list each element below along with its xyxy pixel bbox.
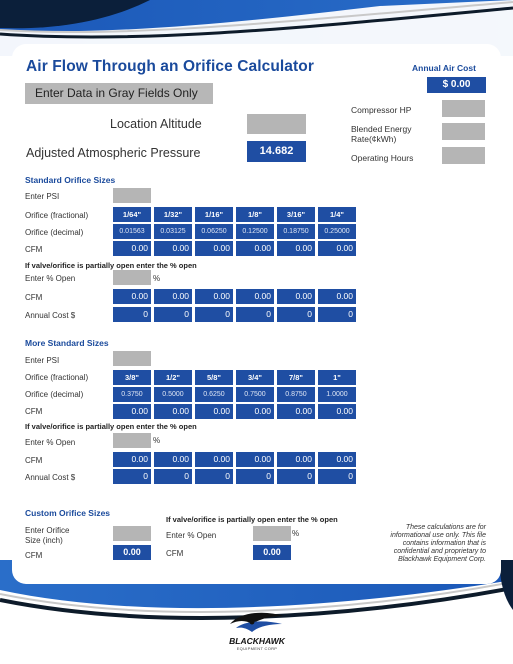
fractional-cell: 3/8" bbox=[113, 370, 151, 385]
cfm-cell: 0.00 bbox=[236, 404, 274, 419]
standard-cfm-open-label: CFM bbox=[25, 293, 43, 302]
decimal-cell: 1.0000 bbox=[318, 387, 356, 402]
cfm-cell: 0.00 bbox=[277, 404, 315, 419]
cfm-cell: 0.00 bbox=[318, 404, 356, 419]
page-title: Air Flow Through an Orifice Calculator bbox=[26, 58, 314, 75]
annual-cost-cell: 0 bbox=[195, 307, 233, 322]
more-fractional-row bbox=[113, 370, 356, 385]
decimal-cell: 0.3750 bbox=[113, 387, 151, 402]
logo-subtitle: EQUIPMENT CORP bbox=[236, 646, 278, 651]
cfm-open-cell: 0.00 bbox=[277, 452, 315, 467]
decimal-cell: 0.03125 bbox=[154, 224, 192, 239]
annual-cost-cell: 0 bbox=[318, 469, 356, 484]
more-annual-cost-row bbox=[113, 469, 356, 484]
more-cfm-row bbox=[113, 404, 356, 419]
custom-enter-pct-open-label: Enter % Open bbox=[166, 531, 217, 540]
standard-partial-open-note: If valve/orifice is partially open enter the % open bbox=[25, 261, 197, 270]
annual-air-cost-value: $ 0.00 bbox=[427, 77, 486, 93]
fractional-cell: 7/8" bbox=[277, 370, 315, 385]
decimal-cell: 0.5000 bbox=[154, 387, 192, 402]
custom-enter-orifice-label: Enter Orifice Size (inch) bbox=[25, 526, 70, 545]
more-pct-open-input[interactable] bbox=[113, 433, 151, 448]
instruction-banner: Enter Data in Gray Fields Only bbox=[25, 83, 213, 104]
operating-hours-label: Operating Hours bbox=[351, 153, 414, 163]
cfm-open-cell: 0.00 bbox=[195, 452, 233, 467]
blended-energy-label: Blended Energy Rate(¢kWh) bbox=[351, 124, 412, 144]
company-logo bbox=[222, 610, 292, 658]
blended-energy-input[interactable] bbox=[442, 123, 485, 140]
decimal-cell: 0.12500 bbox=[236, 224, 274, 239]
custom-partial-open-note: If valve/orifice is partially open enter the % open bbox=[166, 515, 338, 524]
more-cfm-open-label: CFM bbox=[25, 456, 43, 465]
standard-fractional-row bbox=[113, 207, 356, 222]
custom-orifice-input[interactable] bbox=[113, 526, 151, 541]
fractional-cell: 3/16" bbox=[277, 207, 315, 222]
adjusted-pressure-label: Adjusted Atmospheric Pressure bbox=[26, 146, 201, 160]
logo-name: BLACKHAWK bbox=[229, 636, 285, 646]
cfm-cell: 0.00 bbox=[154, 241, 192, 256]
custom-cfm-open-label: CFM bbox=[166, 549, 184, 558]
annual-cost-cell: 0 bbox=[318, 307, 356, 322]
more-decimal-row bbox=[113, 387, 356, 402]
standard-cfm-label: CFM bbox=[25, 245, 43, 254]
custom-sizes-title: Custom Orifice Sizes bbox=[25, 508, 111, 518]
standard-enter-psi-label: Enter PSI bbox=[25, 192, 60, 201]
standard-decimal-row bbox=[113, 224, 356, 239]
custom-pct-open-input[interactable] bbox=[253, 526, 291, 541]
cfm-cell: 0.00 bbox=[154, 404, 192, 419]
custom-cfm-value: 0.00 bbox=[113, 545, 151, 560]
hawk-emblem-icon bbox=[222, 610, 292, 636]
cfm-open-cell: 0.00 bbox=[113, 452, 151, 467]
annual-cost-cell: 0 bbox=[277, 469, 315, 484]
annual-cost-cell: 0 bbox=[113, 469, 151, 484]
cfm-open-cell: 0.00 bbox=[154, 289, 192, 304]
more-orifice-decimal-label: Orifice (decimal) bbox=[25, 390, 84, 399]
fractional-cell: 1" bbox=[318, 370, 356, 385]
more-cfm-label: CFM bbox=[25, 407, 43, 416]
fractional-cell: 1/32" bbox=[154, 207, 192, 222]
compressor-hp-input[interactable] bbox=[442, 100, 485, 117]
decimal-cell: 0.06250 bbox=[195, 224, 233, 239]
fractional-cell: 5/8" bbox=[195, 370, 233, 385]
cfm-open-cell: 0.00 bbox=[318, 452, 356, 467]
annual-cost-cell: 0 bbox=[154, 307, 192, 322]
disclaimer-text: These calculations are for informational use only. This file contains information that is confidential and proprietary to Blackhawk Equipment Corp. bbox=[390, 524, 486, 563]
cfm-cell: 0.00 bbox=[277, 241, 315, 256]
decimal-cell: 0.01563 bbox=[113, 224, 151, 239]
annual-cost-cell: 0 bbox=[236, 469, 274, 484]
more-partial-open-note: If valve/orifice is partially open enter the % open bbox=[25, 422, 197, 431]
cfm-open-cell: 0.00 bbox=[318, 289, 356, 304]
operating-hours-input[interactable] bbox=[442, 147, 485, 164]
location-altitude-label: Location Altitude bbox=[110, 117, 202, 131]
fractional-cell: 3/4" bbox=[236, 370, 274, 385]
standard-pct-open-input[interactable] bbox=[113, 270, 151, 285]
standard-sizes-title: Standard Orifice Sizes bbox=[25, 175, 116, 185]
cfm-open-cell: 0.00 bbox=[195, 289, 233, 304]
compressor-hp-label: Compressor HP bbox=[351, 105, 412, 115]
cfm-open-cell: 0.00 bbox=[236, 289, 274, 304]
cfm-cell: 0.00 bbox=[195, 241, 233, 256]
cfm-cell: 0.00 bbox=[318, 241, 356, 256]
annual-cost-cell: 0 bbox=[113, 307, 151, 322]
decimal-cell: 0.25000 bbox=[318, 224, 356, 239]
more-orifice-fractional-label: Orifice (fractional) bbox=[25, 373, 89, 382]
more-cfm-open-row bbox=[113, 452, 356, 467]
standard-psi-input[interactable] bbox=[113, 188, 151, 203]
standard-cfm-row bbox=[113, 241, 356, 256]
fractional-cell: 1/16" bbox=[195, 207, 233, 222]
fractional-cell: 1/4" bbox=[318, 207, 356, 222]
location-altitude-input[interactable] bbox=[247, 114, 306, 134]
decimal-cell: 0.18750 bbox=[277, 224, 315, 239]
standard-annual-cost-label: Annual Cost $ bbox=[25, 311, 76, 320]
custom-pct-sign: % bbox=[292, 529, 300, 538]
cfm-open-cell: 0.00 bbox=[236, 452, 274, 467]
fractional-cell: 1/2" bbox=[154, 370, 192, 385]
standard-orifice-fractional-label: Orifice (fractional) bbox=[25, 211, 89, 220]
standard-orifice-decimal-label: Orifice (decimal) bbox=[25, 228, 84, 237]
annual-cost-cell: 0 bbox=[154, 469, 192, 484]
standard-annual-cost-row bbox=[113, 307, 356, 322]
more-annual-cost-label: Annual Cost $ bbox=[25, 473, 76, 482]
more-pct-sign: % bbox=[153, 436, 161, 445]
cfm-cell: 0.00 bbox=[195, 404, 233, 419]
more-psi-input[interactable] bbox=[113, 351, 151, 366]
annual-cost-cell: 0 bbox=[277, 307, 315, 322]
standard-cfm-open-row bbox=[113, 289, 356, 304]
cfm-cell: 0.00 bbox=[113, 241, 151, 256]
more-enter-psi-label: Enter PSI bbox=[25, 356, 60, 365]
decimal-cell: 0.6250 bbox=[195, 387, 233, 402]
standard-enter-pct-open-label: Enter % Open bbox=[25, 274, 76, 283]
annual-cost-cell: 0 bbox=[236, 307, 274, 322]
cfm-open-cell: 0.00 bbox=[113, 289, 151, 304]
custom-cfm-open-value: 0.00 bbox=[253, 545, 291, 560]
cfm-open-cell: 0.00 bbox=[277, 289, 315, 304]
cfm-open-cell: 0.00 bbox=[154, 452, 192, 467]
more-sizes-title: More Standard Sizes bbox=[25, 338, 109, 348]
fractional-cell: 1/64" bbox=[113, 207, 151, 222]
cfm-cell: 0.00 bbox=[236, 241, 274, 256]
decimal-cell: 0.7500 bbox=[236, 387, 274, 402]
fractional-cell: 1/8" bbox=[236, 207, 274, 222]
standard-pct-sign: % bbox=[153, 274, 161, 283]
more-enter-pct-open-label: Enter % Open bbox=[25, 438, 76, 447]
annual-cost-cell: 0 bbox=[195, 469, 233, 484]
adjusted-pressure-value: 14.682 bbox=[247, 141, 306, 162]
cfm-cell: 0.00 bbox=[113, 404, 151, 419]
decimal-cell: 0.8750 bbox=[277, 387, 315, 402]
annual-air-cost-label: Annual Air Cost bbox=[412, 63, 476, 73]
custom-cfm-label: CFM bbox=[25, 551, 43, 560]
